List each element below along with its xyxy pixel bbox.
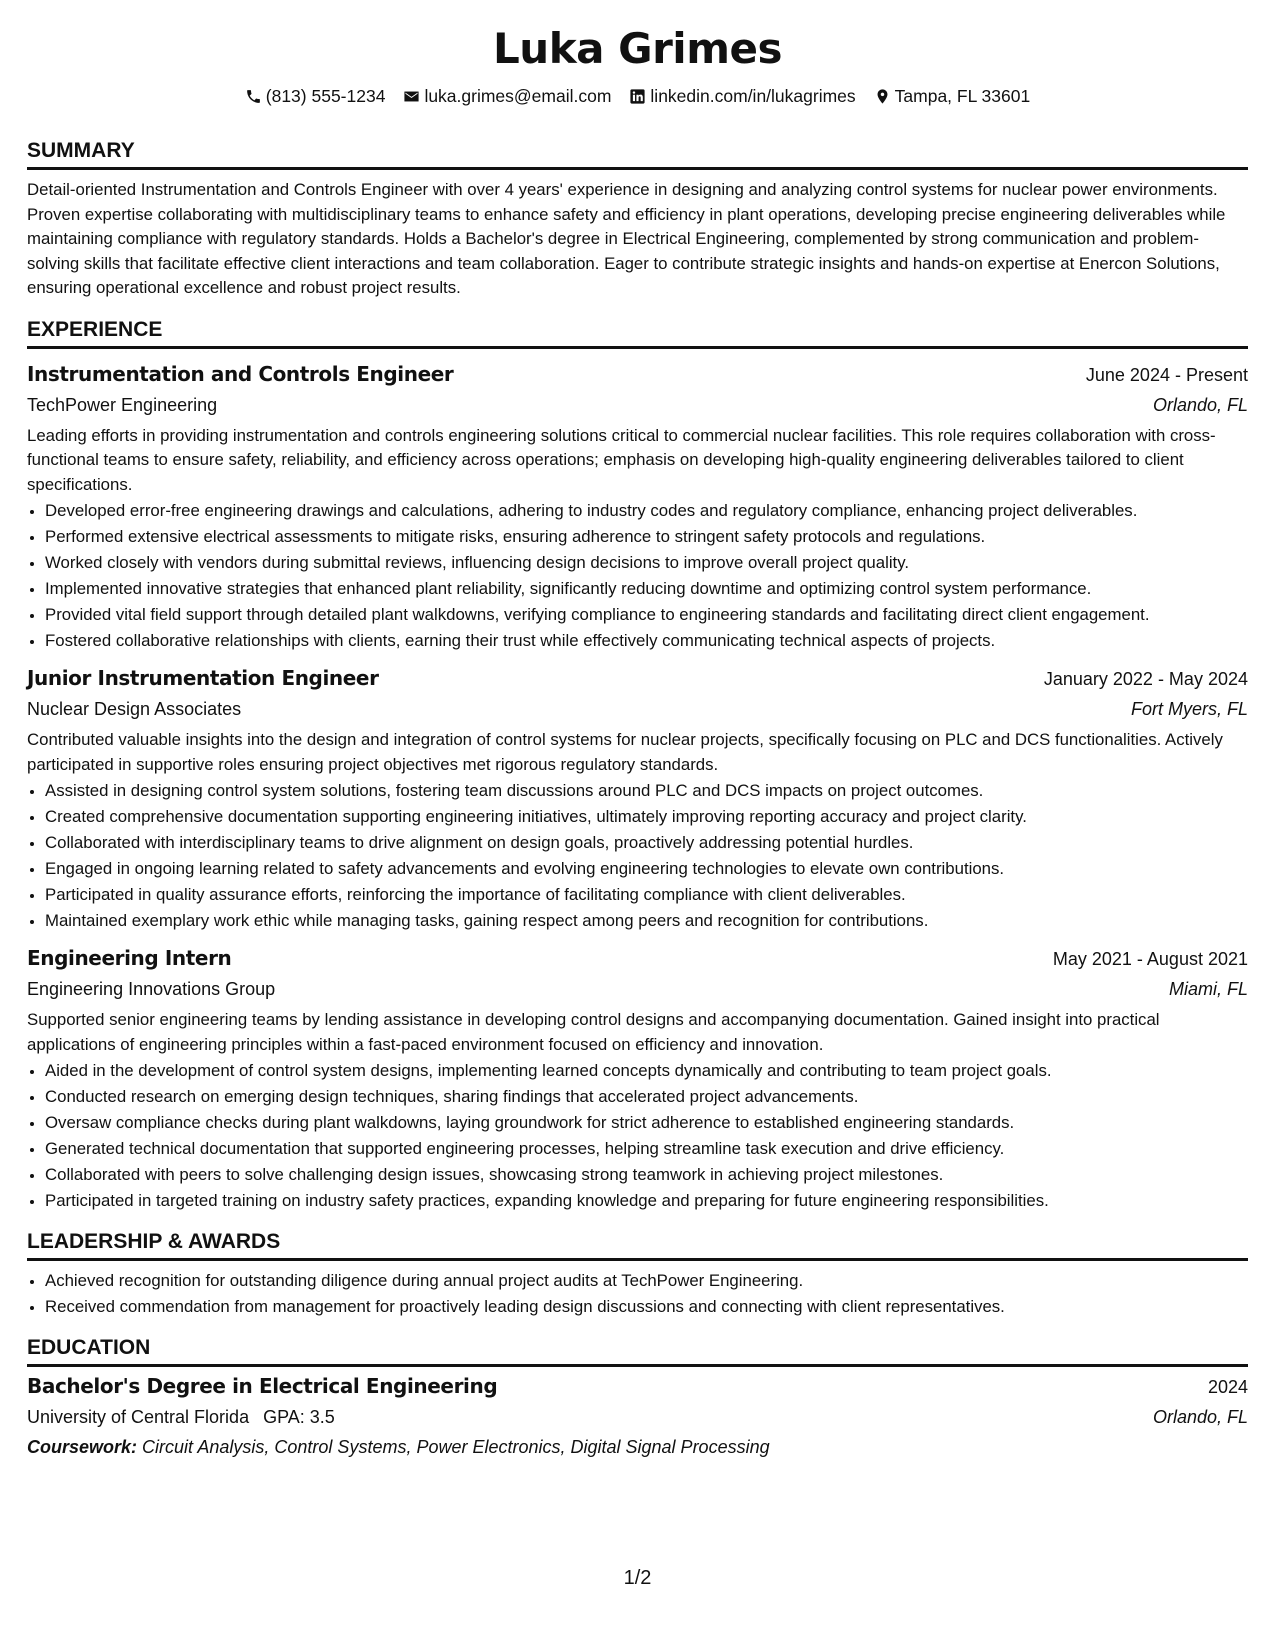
job-entry <box>27 663 1248 933</box>
contact-phone <box>245 84 386 108</box>
school-info <box>27 1402 335 1432</box>
school-location: Orlando, FL <box>1152 1407 1248 1427</box>
company-name: Nuclear Design Associates <box>27 699 242 719</box>
list-item: • Engaged in ongoing learning related to safety advancements and evolving engineering technologies to elevate own contributions. <box>45 857 1248 881</box>
envelope-icon <box>403 88 420 105</box>
coursework-label: Coursework: <box>27 1437 138 1457</box>
coursework <box>27 1432 1248 1462</box>
job-title: Engineering Intern <box>27 946 232 970</box>
list-item: • Aided in the development of control system designs, implementing learned concepts dynamically and contributing to team project goals. <box>45 1059 1248 1083</box>
job-bullets <box>27 779 1248 933</box>
list-item: • Participated in targeted training on industry safety practices, expanding knowledge and preparing for future engineering responsibilities. <box>45 1189 1248 1213</box>
list-item: • Maintained exemplary work ethic while managing tasks, gaining respect among peers and recognition for contributions. <box>45 909 1248 933</box>
job-entry <box>27 943 1248 1213</box>
section-title: SUMMARY <box>27 138 1248 170</box>
list-item: • Generated technical documentation that supported engineering processes, helping streamline task execution and drive efficiency. <box>45 1137 1248 1161</box>
list-item: • Implemented innovative strategies that enhanced plant reliability, significantly reducing downtime and optimizing control system performance. <box>45 577 1248 601</box>
phone-icon <box>245 88 262 105</box>
job-bullets <box>27 1059 1248 1213</box>
job-dates: January 2022 - May 2024 <box>1043 669 1248 689</box>
job-entry <box>27 359 1248 654</box>
school-name: University of Central Florida <box>27 1407 250 1427</box>
list-item: • Fostered collaborative relationships with clients, earning their trust while effectively communicating technical aspects of projects. <box>45 629 1248 653</box>
page-number: 1/2 <box>623 1567 652 1589</box>
list-item: • Received commendation from management for proactively leading design discussions and connecting with client representatives. <box>45 1295 1248 1319</box>
job-description: Contributed valuable insights into the design and integration of control systems for nuclear projects, specifically focusing on PLC and DCS functionalities. Actively participated in supportive roles ensuring project objectives met rigorous regulatory standards. <box>27 730 1223 774</box>
gpa: GPA: 3.5 <box>263 1407 335 1427</box>
experience-section <box>27 317 1248 1214</box>
job-dates: May 2021 - August 2021 <box>1052 949 1248 969</box>
email-link[interactable]: luka.grimes@email.com <box>424 86 612 106</box>
list-item: • Participated in quality assurance efforts, reinforcing the importance of facilitating compliance with client deliverables. <box>45 883 1248 907</box>
list-item: • Collaborated with peers to solve challenging design issues, showcasing strong teamwork in achieving project milestones. <box>45 1163 1248 1187</box>
candidate-name: Luka Grimes <box>493 24 782 73</box>
job-location: Orlando, FL <box>1152 394 1248 415</box>
job-location: Fort Myers, FL <box>1130 699 1248 719</box>
list-item: • Assisted in designing control system solutions, fostering team discussions around PLC and DCS impacts on project outcomes. <box>45 779 1248 803</box>
job-dates: June 2024 - Present <box>1085 364 1248 385</box>
list-item: • Conducted research on emerging design techniques, sharing findings that accelerated project advancements. <box>45 1085 1248 1109</box>
education-section <box>27 1335 1248 1462</box>
location-text: Tampa, FL 33601 <box>894 86 1031 106</box>
contact-location <box>874 84 1031 108</box>
list-item: • Performed extensive electrical assessments to mitigate risks, ensuring adherence to stringent safety protocols and regulations. <box>45 525 1248 549</box>
list-item: • Provided vital field support through detailed plant walkdowns, verifying compliance to engineering standards and facilitating direct client engagement. <box>45 603 1248 627</box>
job-title: Instrumentation and Controls Engineer <box>27 361 454 386</box>
linkedin-icon <box>629 88 646 105</box>
summary-text: Detail-oriented Instrumentation and Controls Engineer with over 4 years' experience in designing and analyzing control systems for nuclear power environments. Proven expertise collaborating with multidisciplinary teams to enhance safety and efficiency in plant operations, developing precise engineering deliverables while maintaining compliance with regulatory standards. Holds a Bachelor's degree in Electrical Engineering, complemented by strong communication and problem-solving skills that facilitate effective client interactions and team collaboration. Eager to contribute strategic insights and hands-on expertise at Enercon Solutions, ensuring operational excellence and robust project results. <box>27 180 1226 297</box>
section-title: LEADERSHIP & AWARDS <box>27 1229 1248 1261</box>
linkedin-link[interactable]: linkedin.com/in/lukagrimes <box>650 86 856 106</box>
company-name: Engineering Innovations Group <box>27 979 276 999</box>
section-title: EXPERIENCE <box>27 317 1248 349</box>
summary-section <box>27 138 1248 301</box>
job-location: Miami, FL <box>1168 979 1248 999</box>
job-bullets <box>27 499 1248 653</box>
degree-title: Bachelor's Degree in Electrical Engineering <box>27 1374 498 1398</box>
graduation-year: 2024 <box>1207 1377 1248 1397</box>
leadership-section <box>27 1229 1248 1319</box>
list-item: • Created comprehensive documentation supporting engineering initiatives, ultimately improving reporting accuracy and project clarity. <box>45 805 1248 829</box>
list-item: • Achieved recognition for outstanding diligence during annual project audits at TechPower Engineering. <box>45 1269 1248 1293</box>
list-item: • Collaborated with interdisciplinary teams to drive alignment on design goals, proactively addressing potential hurdles. <box>45 831 1248 855</box>
contact-linkedin[interactable] <box>629 84 855 108</box>
list-item: • Developed error-free engineering drawings and calculations, adhering to industry codes and regulatory compliance, enhancing project deliverables. <box>45 499 1248 523</box>
company-name: TechPower Engineering <box>27 394 218 415</box>
map-pin-icon <box>874 88 891 105</box>
coursework-list: Circuit Analysis, Control Systems, Power Electronics, Digital Signal Processing <box>142 1437 770 1457</box>
leadership-bullets <box>27 1269 1248 1319</box>
section-title: EDUCATION <box>27 1335 1248 1367</box>
job-description: Leading efforts in providing instrumentation and controls engineering solutions critical to commercial nuclear facilities. This role requires collaboration with cross-functional teams to ensure safety, reliability, and efficiency across operations; emphasis on developing high-quality engineering deliverables tailored to client specifications. <box>27 425 1216 494</box>
job-description: Supported senior engineering teams by lending assistance in developing control designs and accompanying documentation. Gained insight into practical applications of engineering principles within a fast-paced environment focused on efficiency and innovation. <box>27 1010 1160 1054</box>
phone-text: (813) 555-1234 <box>265 86 386 106</box>
contact-email[interactable] <box>403 84 611 108</box>
list-item: • Oversaw compliance checks during plant walkdowns, laying groundwork for strict adherence to established engineering standards. <box>45 1111 1248 1135</box>
job-title: Junior Instrumentation Engineer <box>27 666 379 690</box>
list-item: • Worked closely with vendors during submittal reviews, influencing design decisions to improve overall project quality. <box>45 551 1248 575</box>
contact-bar <box>27 84 1248 108</box>
